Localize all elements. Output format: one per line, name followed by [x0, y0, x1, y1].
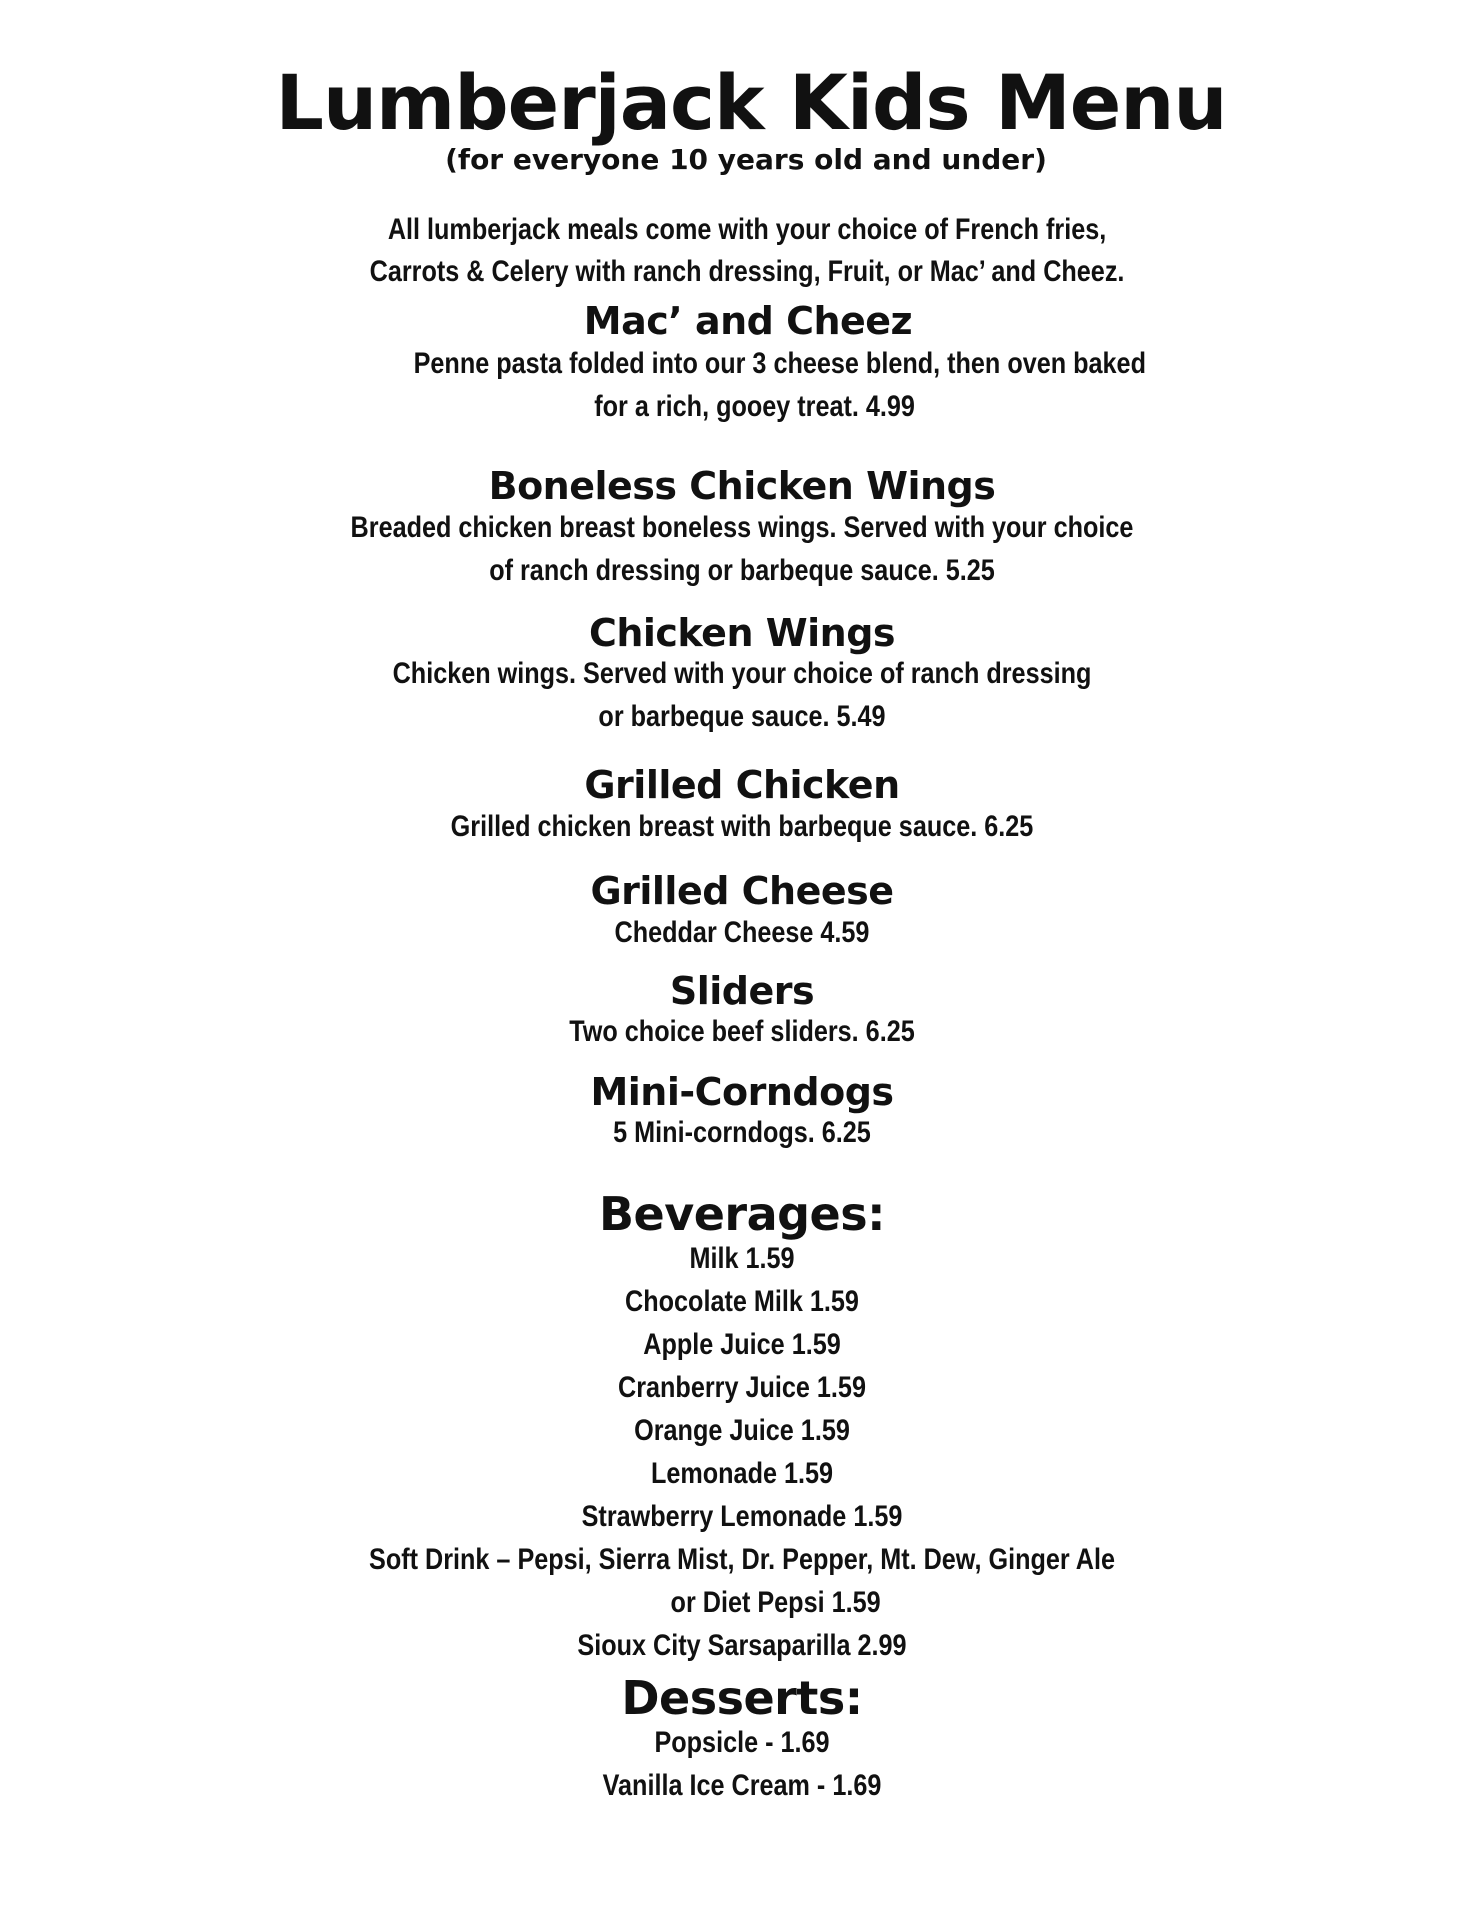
intro-line: Carrots & Celery with ranch dressing, Fruit, or Mac’ and Cheez.	[369, 255, 1125, 288]
meal-description: Breaded chicken breast boneless wings. Served with your choice	[350, 511, 1134, 544]
dessert-item: Popsicle - 1.69	[654, 1726, 830, 1759]
meal-heading-grilled-chicken: Grilled Chicken	[584, 763, 900, 807]
beverage-item: Orange Juice 1.59	[634, 1414, 850, 1447]
beverage-item: Cranberry Juice 1.59	[618, 1371, 866, 1404]
beverage-item: Lemonade 1.59	[650, 1457, 834, 1490]
dessert-item: Vanilla Ice Cream - 1.69	[602, 1769, 882, 1802]
meal-heading-mac-and-cheez: Mac’ and Cheez	[583, 299, 913, 343]
beverage-item: Apple Juice 1.59	[643, 1328, 841, 1361]
meal-description: Two choice beef sliders. 6.25	[569, 1015, 915, 1048]
beverage-item: Sioux City Sarsaparilla 2.99	[577, 1629, 907, 1662]
beverage-item: Chocolate Milk 1.59	[625, 1285, 859, 1318]
meal-heading-sliders: Sliders	[669, 969, 815, 1013]
meal-description: or barbeque sauce. 5.49	[598, 700, 886, 733]
meal-description: Grilled chicken breast with barbeque sauce. 6.25	[450, 810, 1034, 843]
desserts-heading: Desserts:	[621, 1671, 863, 1725]
beverage-item: Strawberry Lemonade 1.59	[581, 1500, 903, 1533]
menu-title: Lumberjack Kids Menu	[275, 58, 1227, 147]
intro-line: All lumberjack meals come with your choice of French fries,	[387, 213, 1107, 246]
beverage-item: Milk 1.59	[689, 1242, 795, 1275]
meal-heading-chicken-wings: Chicken Wings	[588, 611, 896, 655]
meal-description: of ranch dressing or barbeque sauce. 5.25	[489, 554, 995, 587]
beverage-item: Soft Drink – Pepsi, Sierra Mist, Dr. Pepper, Mt. Dew, Ginger Ale	[369, 1543, 1115, 1576]
meal-description: Penne pasta folded into our 3 cheese blend, then oven baked	[413, 347, 1146, 380]
meal-heading-grilled-cheese: Grilled Cheese	[590, 869, 894, 913]
beverage-item: or Diet Pepsi 1.59	[670, 1586, 881, 1619]
meal-description: for a rich, gooey treat. 4.99	[594, 390, 915, 423]
menu-subtitle: (for everyone 10 years old and under)	[445, 143, 1047, 176]
meal-description: Cheddar Cheese 4.59	[614, 916, 870, 949]
meal-description: Chicken wings. Served with your choice of ranch dressing	[392, 657, 1092, 690]
meal-heading-boneless-chicken-wings: Boneless Chicken Wings	[488, 464, 996, 508]
meal-description: 5 Mini-corndogs. 6.25	[613, 1116, 871, 1149]
meal-heading-mini-corndogs: Mini-Corndogs	[590, 1070, 894, 1114]
beverages-heading: Beverages:	[598, 1187, 886, 1241]
